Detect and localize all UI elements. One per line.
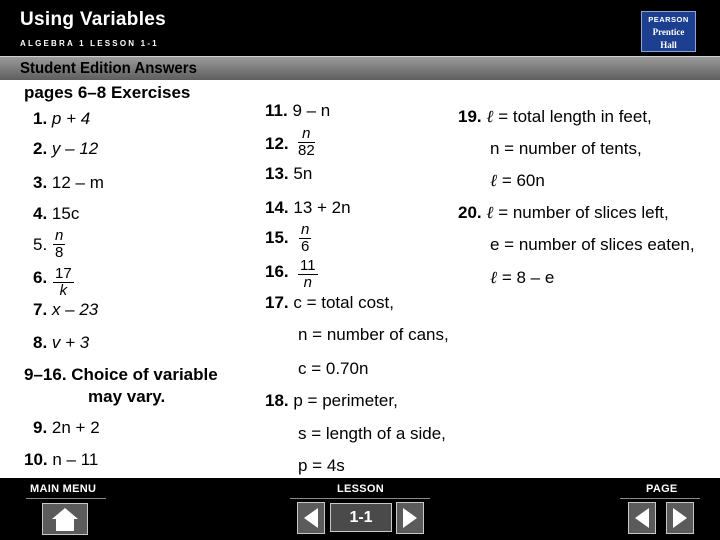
lesson-subtitle: ALGEBRA 1 LESSON 1-1 bbox=[20, 39, 159, 48]
answer-16-number: 16. bbox=[265, 262, 289, 281]
exercises-heading: pages 6–8 Exercises bbox=[24, 83, 191, 102]
answer-9: 9. 2n + 2 bbox=[33, 418, 100, 437]
answer-10: 10. n – 11 bbox=[24, 450, 99, 469]
nav-divider bbox=[26, 498, 106, 499]
main-menu-label: MAIN MENU bbox=[30, 483, 97, 495]
answer-12-number: 12. bbox=[265, 134, 289, 153]
answer-13: 13. 5n bbox=[265, 164, 313, 183]
answer-17-line3: c = 0.70n bbox=[298, 359, 369, 378]
answer-19-line3: ℓ = 60n bbox=[490, 171, 545, 191]
logo-line1: Prentice bbox=[652, 27, 685, 37]
home-icon bbox=[43, 504, 87, 534]
answer-4: 4. 15c bbox=[33, 204, 80, 223]
answer-6-fraction: 17 k bbox=[55, 265, 72, 299]
answer-16-fraction: 11 n bbox=[300, 257, 316, 291]
main-menu-button[interactable] bbox=[42, 503, 88, 535]
answer-18-line2: s = length of a side, bbox=[298, 424, 446, 443]
answer-19-line2: n = number of tents, bbox=[490, 139, 642, 158]
page-next-button[interactable] bbox=[666, 502, 694, 534]
answer-20-line3: ℓ = 8 – e bbox=[490, 268, 555, 288]
header-bar bbox=[0, 0, 720, 56]
answer-18: 18. p = perimeter, bbox=[265, 391, 398, 410]
section-label: Student Edition Answers bbox=[20, 59, 197, 78]
choice-note-line1: 9–16. Choice of variable bbox=[24, 365, 218, 384]
page-title: Using Variables bbox=[20, 9, 167, 30]
answer-7: 7. x – 23 bbox=[33, 300, 99, 319]
answer-17-line2: n = number of cans, bbox=[298, 325, 449, 344]
answer-18-line3: p = 4s bbox=[298, 456, 345, 475]
answer-14: 14. 13 + 2n bbox=[265, 198, 351, 217]
nav-divider bbox=[620, 498, 700, 499]
choice-note-line2: may vary. bbox=[88, 387, 166, 406]
answer-5-fraction: n 8 bbox=[55, 227, 64, 261]
answer-17: 17. c = total cost, bbox=[265, 293, 395, 312]
lesson-next-button[interactable] bbox=[396, 502, 424, 534]
triangle-left-icon bbox=[298, 503, 324, 533]
answer-11: 11. 9 – n bbox=[265, 101, 331, 120]
triangle-left-icon bbox=[629, 503, 655, 533]
page-prev-button[interactable] bbox=[628, 502, 656, 534]
lesson-label: LESSON bbox=[337, 483, 385, 495]
logo-line2: Hall bbox=[660, 40, 677, 50]
lesson-prev-button[interactable] bbox=[297, 502, 325, 534]
answer-15-fraction: n 6 bbox=[301, 221, 310, 255]
triangle-right-icon bbox=[667, 503, 693, 533]
answer-5-number: 5. bbox=[33, 235, 48, 254]
answer-8: 8. v + 3 bbox=[33, 333, 90, 352]
answer-20-line2: e = number of slices eaten, bbox=[490, 235, 695, 254]
answer-6-number: 6. bbox=[33, 268, 48, 287]
logo-pearson-text: PEARSON bbox=[648, 15, 689, 24]
answer-19: 19. ℓ = total length in feet, bbox=[458, 107, 652, 127]
answer-15-number: 15. bbox=[265, 228, 289, 247]
answer-12-fraction: n 82 bbox=[298, 125, 315, 159]
pearson-logo bbox=[641, 11, 696, 52]
answer-1: 1. p + 4 bbox=[33, 109, 91, 128]
page-label: PAGE bbox=[646, 483, 678, 495]
triangle-right-icon bbox=[397, 503, 423, 533]
lesson-number: 1-1 bbox=[330, 503, 392, 532]
section-band bbox=[0, 56, 720, 80]
answer-2: 2. y – 12 bbox=[33, 139, 99, 158]
nav-divider bbox=[290, 498, 430, 499]
answer-20: 20. ℓ = number of slices left, bbox=[458, 203, 669, 223]
answer-3: 3. 12 – m bbox=[33, 173, 104, 192]
